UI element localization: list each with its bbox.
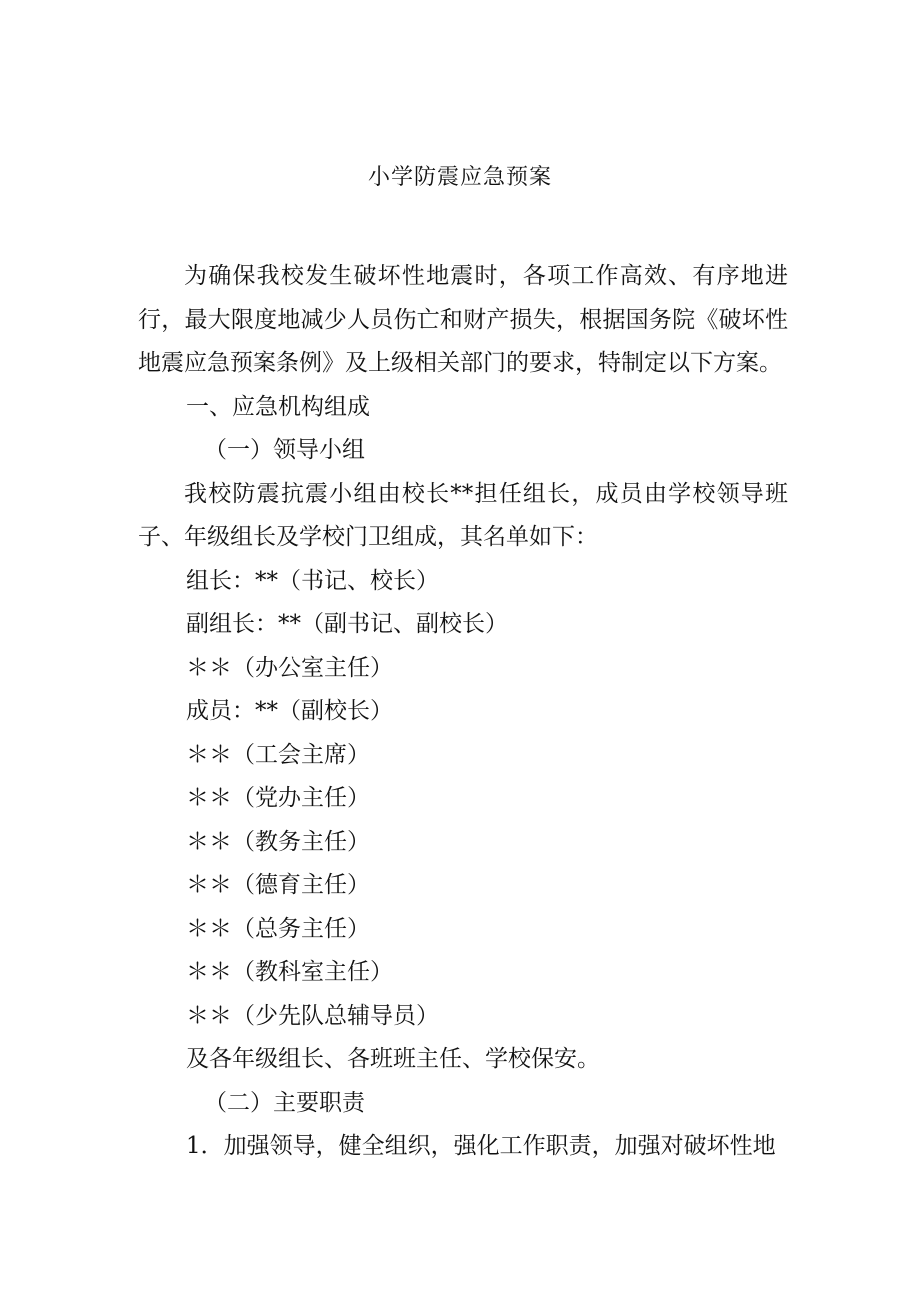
subsection-heading: （一）领导小组	[204, 437, 365, 463]
roster-line: ＊＊（党办主任）	[186, 785, 370, 811]
duty-item-line: 1．加强领导，健全组织，强化工作职责，加强对破坏性地	[186, 1133, 776, 1159]
roster-line: ＊＊（教务主任）	[186, 828, 370, 855]
document-body	[138, 255, 788, 1169]
roster-line: ＊＊（总务主任）	[186, 915, 370, 942]
leadership-paragraph: 我校防震抗震小组由校长**担任组长，成员由学校领导班子、年级组长及学校门卫组成，其名单如下：	[138, 480, 788, 550]
roster-line: ＊＊（办公室主任）	[186, 654, 393, 681]
roster-line: ＊＊（少先队总辅导员）	[186, 1002, 439, 1029]
roster-line: 组长：**（书记、校长）	[186, 567, 439, 594]
roster-line: 成员：**（副校长）	[186, 698, 393, 724]
roster-line: ＊＊（德育主任）	[186, 872, 370, 898]
roster-line: ＊＊（工会主席）	[186, 741, 370, 768]
roster-line: ＊＊（教科室主任）	[186, 959, 393, 985]
intro-paragraph: 为确保我校发生破坏性地震时，各项工作高效、有序地进行，最大限度地减少人员伤亡和财产损失，根据国务院《破坏性地震应急预案条例》及上级相关部门的要求，特制定以下方案。	[138, 263, 788, 376]
subsection-heading: （二）主要职责	[204, 1089, 365, 1116]
roster-tail-line: 及各年级组长、各班班主任、学校保安。	[186, 1046, 600, 1072]
document-title: 小学防震应急预案	[367, 165, 552, 190]
roster-line: 副组长：**（副书记、副校长）	[186, 611, 508, 637]
section-heading: 一、应急机构组成	[186, 393, 370, 420]
